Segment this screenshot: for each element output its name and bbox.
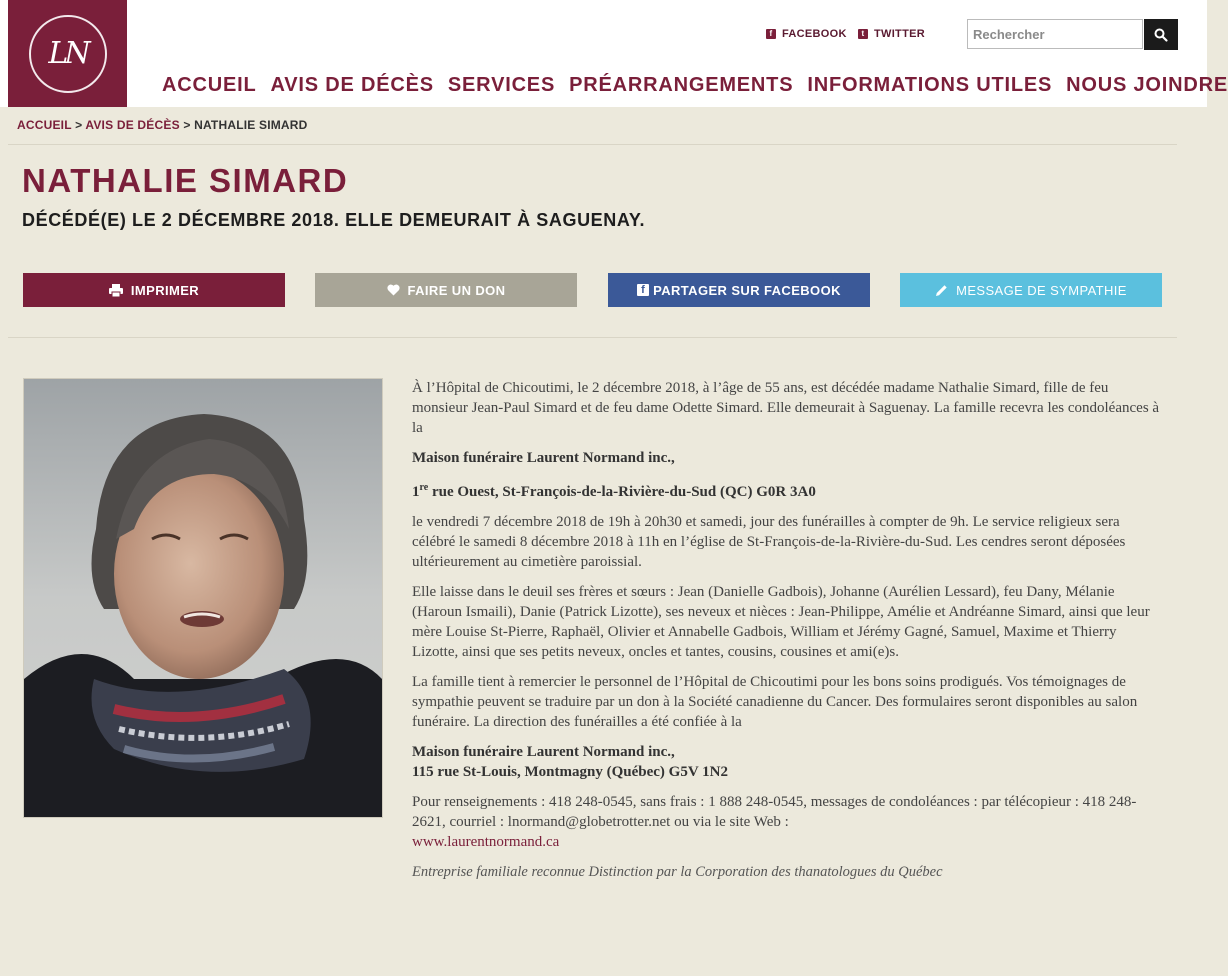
divider	[8, 337, 1177, 338]
facebook-label: FACEBOOK	[782, 28, 847, 40]
search-button[interactable]	[1144, 19, 1178, 50]
breadcrumb-separator: >	[183, 118, 191, 132]
breadcrumb-separator: >	[75, 118, 83, 132]
family-survivors: Elle laisse dans le deuil ses frères et sœurs : Jean (Danielle Gadbois), Johanne (Aurélien Lessard), feu Dany, Mélanie (Haroun Ismaili), Danie (Patrick Lizotte), ses neveux et nièces : Jean-Philippe, Amélie et Andréanne Simard, ainsi que leur mère Louise St-Pierre, Raphaël, Olivier et Annabelle Gadbois, William et Jérémy Gagné, Samuel, Maxime et Thierry Lizotte, ainsi que ses petits neveux, oncles et tantes, cousins, cousines et ami(e)s.	[412, 584, 1150, 660]
twitter-icon: t	[858, 29, 868, 39]
page-title: NATHALIE SIMARD	[22, 162, 349, 199]
sympathy-label: MESSAGE DE SYMPATHIE	[956, 282, 1127, 298]
obituary-text	[412, 378, 1162, 892]
twitter-label: TWITTER	[874, 28, 925, 40]
heart-icon	[387, 284, 400, 296]
address-ordinal: re	[419, 482, 429, 493]
deceased-photo	[23, 378, 383, 818]
logo-text: LN	[48, 36, 87, 71]
visitation-details: le vendredi 7 décembre 2018 de 19h à 20h30 et samedi, jour des funérailles à compter de 9h. Le service religieux sera célébré le samedi 8 décembre 2018 à 11h en l’église de St-François-de-la-Rivière-du-Sud. Les cendres seront déposées ultérieurement au cimetière paroissial.	[412, 514, 1126, 570]
pencil-icon	[935, 284, 948, 297]
website-link[interactable]: www.laurentnormand.ca	[412, 834, 560, 850]
obituary-intro: À l’Hôpital de Chicoutimi, le 2 décembre 2018, à l’âge de 55 ans, est décédée madame Nathalie Simard, fille de feu monsieur Jean-Paul Simard et de feu dame Odette Simard. Elle demeurait à Saguenay. La famille recevra les condoléances à la	[412, 380, 1160, 436]
breadcrumb-home[interactable]: ACCUEIL	[17, 118, 72, 132]
print-button[interactable]	[23, 273, 285, 307]
facebook-icon: f	[637, 284, 649, 296]
address-number: 1	[412, 484, 420, 500]
funeral-home-name: Maison funéraire Laurent Normand inc.,	[412, 450, 675, 466]
contact-info: Pour renseignements : 418 248-0545, sans frais : 1 888 248-0545, messages de condoléances : par télécopieur : 418 248-2621, courriel : lnormand@globetrotter.net ou via le site Web :	[412, 794, 1137, 830]
donate-button[interactable]	[315, 273, 577, 307]
company-distinction: Entreprise familiale reconnue Distinction par la Corporation des thanatologues du Québec	[412, 864, 943, 880]
main-nav	[162, 74, 1228, 97]
facebook-link[interactable]	[766, 28, 847, 40]
breadcrumb-current: NATHALIE SIMARD	[194, 118, 308, 132]
logo-monogram	[29, 15, 107, 93]
funeral-home-name-2: Maison funéraire Laurent Normand inc.,	[412, 744, 675, 760]
site-logo[interactable]	[8, 0, 127, 107]
search-input[interactable]	[967, 19, 1143, 49]
funeral-home-address-2: 115 rue St-Louis, Montmagny (Québec) G5V 1N2	[412, 764, 728, 780]
nav-item-informations-utiles[interactable]: INFORMATIONS UTILES	[807, 74, 1053, 96]
nav-item-nous-joindre[interactable]: NOUS JOINDRE	[1066, 74, 1228, 96]
funeral-home-address	[412, 484, 816, 500]
divider	[8, 144, 1177, 145]
nav-item-accueil[interactable]: ACCUEIL	[162, 74, 257, 96]
facebook-icon: f	[766, 29, 776, 39]
print-label: IMPRIMER	[130, 282, 200, 298]
breadcrumb	[17, 118, 308, 132]
share-label: PARTAGER SUR FACEBOOK	[653, 282, 841, 298]
acknowledgements: La famille tient à remercier le personnel de l’Hôpital de Chicoutimi pour les bons soins prodigués. Vos témoignages de sympathie peuvent se traduire par un don à la Société canadienne du Cancer. Des formulaires seront disponibles au salon funéraire. La direction des funérailles a été confiée à la	[412, 674, 1138, 730]
address-street: rue Ouest, St-François-de-la-Rivière-du-Sud (QC) G0R 3A0	[428, 484, 816, 500]
twitter-link[interactable]	[858, 28, 925, 40]
nav-item-services[interactable]: SERVICES	[447, 74, 556, 96]
nav-item-avis-de-deces[interactable]: AVIS DE DÉCÈS	[270, 74, 434, 96]
share-facebook-button[interactable]	[608, 273, 870, 307]
sympathy-message-button[interactable]	[900, 273, 1162, 307]
printer-icon	[109, 284, 123, 297]
search-icon	[1154, 28, 1168, 42]
donate-label: FAIRE UN DON	[407, 282, 506, 298]
death-summary: DÉCÉDÉ(E) LE 2 DÉCEMBRE 2018. ELLE DEMEURAIT À SAGUENAY.	[22, 210, 646, 230]
breadcrumb-section[interactable]: AVIS DE DÉCÈS	[85, 118, 180, 132]
nav-item-prearrangements[interactable]: PRÉARRANGEMENTS	[569, 74, 794, 96]
site-header	[0, 0, 1228, 107]
